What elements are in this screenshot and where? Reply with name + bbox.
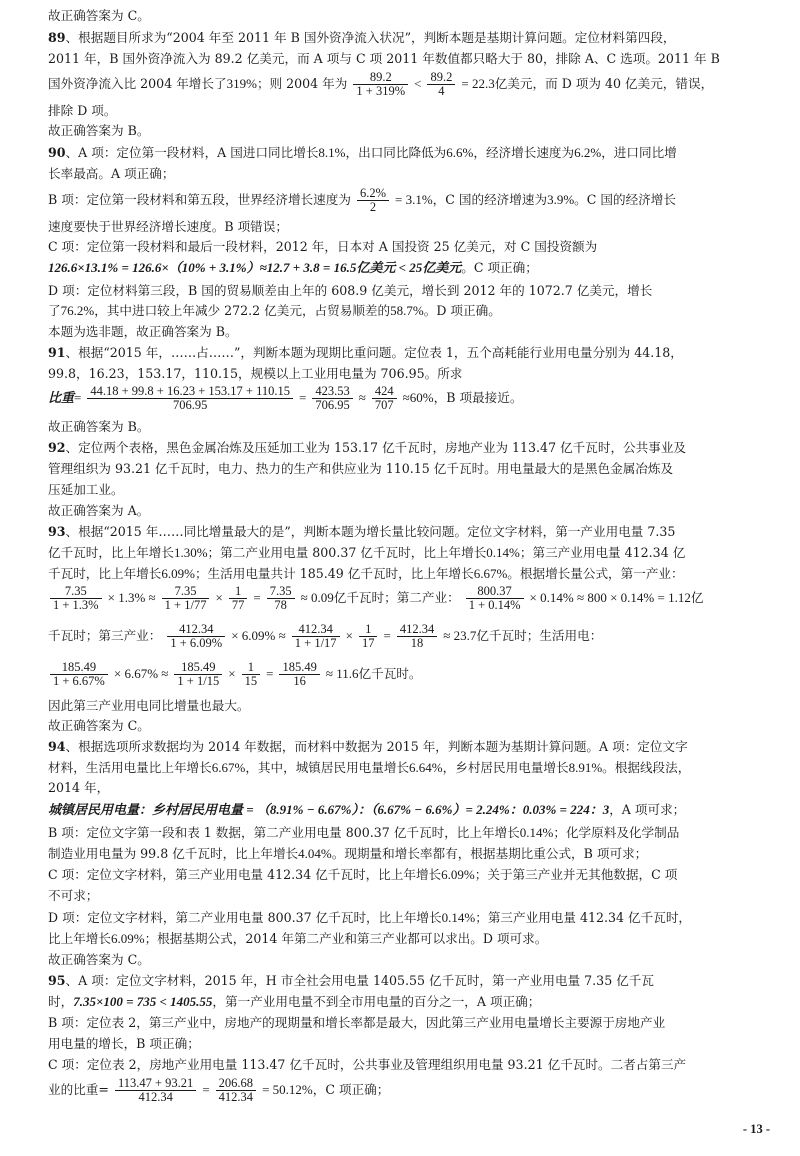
text-line: 2014 年，	[48, 780, 110, 795]
text-line: 千瓦时，比上年增长6.09%；生活用电量共计 185.49 亿千瓦时，比上年增长6.67%。根据增长量公式，第一产业：	[48, 566, 684, 581]
text-line: 2011 年，B 国外资净流入为 89.2 亿美元，而 A 项与 C 项 2011 年数值都只略大于 80，排除 A、C 选项。2011 年 B	[48, 51, 720, 66]
fraction: $\frac{185.49}{16}$	[279, 661, 319, 688]
text-line: 亿千瓦时，比上年增长1.30%；第二产业用电量 800.37 亿千瓦时，比上年增长0.14%；第三产业用电量 412.34 亿	[48, 545, 686, 560]
question-number: 90	[48, 145, 66, 160]
fraction: $\frac{7.35}{1 + 1/77}$	[162, 585, 210, 612]
fraction: $\frac{113.47 + 93.21}{412.34}$	[115, 1077, 196, 1104]
question-number: 94	[48, 739, 66, 754]
formula-line: 业的比重= $\frac{113.47 + 93.21}{412.34}$ = $\frac{206.68}{412.34}$ = 50.12%，C 项正确；	[48, 1076, 390, 1104]
fraction: $\frac{423.53}{706.95}$	[312, 385, 352, 412]
fraction: $\frac{412.34}{1 + 6.09\%}$	[167, 623, 225, 650]
text-line: D 项：定位材料第三段，B 国的贸易顺差由上年的 608.9 亿美元，增长到 2012 年的 1072.7 亿美元，增长	[48, 283, 653, 298]
question-95-line: 95、A 项：定位文字材料，2015 年，H 市全社会用电量 1405.55 亿千瓦时，第一产业用电量 7.35 亿千瓦	[48, 973, 654, 988]
formula-line: 比重= $\frac{44.18 + 99.8 + 16.23 + 153.17 + 110.15}{706.95}$ = $\frac{423.53}{706.95}$ ≈ $\frac{424}{707}$ ≈60%，B 项最接近。	[48, 384, 523, 412]
text-line: 管理组织为 93.21 亿千瓦时，电力、热力的生产和供应业为 110.15 亿千瓦时。用电量最大的是黑色金属冶炼及	[48, 461, 674, 476]
text-line: 排除 D 项。	[48, 103, 117, 118]
question-number: 95	[48, 973, 66, 988]
formula-line: 千瓦时；第三产业： $\frac{412.34}{1 + 6.09\%}$ × 6.09% ≈ $\frac{412.34}{1 + 1/17}$ × $\frac{1}{17}$ = $\frac{412.34}{18}$ ≈ 23.7亿千瓦时；生活用电：	[48, 622, 603, 650]
text-line: C 项：定位表 2，房地产业用电量 113.47 亿千瓦时，公共事业及管理组织用电量 93.21 亿千瓦时。二者占第三产	[48, 1057, 687, 1072]
formula-line: 时，7.35×100 = 735 < 1405.55，第一产业用电量不到全市用电量的百分之一，A 项正确；	[48, 994, 541, 1009]
question-number: 91	[48, 345, 66, 360]
formula-line: 126.6×13.1% = 126.6×（10% + 3.1%）≈12.7 + 3.8 = 16.5亿美元 < 25亿美元。C 项正确；	[48, 260, 538, 275]
fraction: $\frac{185.49}{1 + 6.67\%}$	[50, 661, 108, 688]
text-line: 本题为选非题，故正确答案为 B。	[48, 324, 238, 339]
text-line: 用电量的增长，B 项正确；	[48, 1036, 200, 1051]
text-line: 因此第三产业用电同比增量也最大。	[48, 698, 250, 713]
fraction: $\frac{6.2\%}{2}$	[357, 187, 389, 214]
question-93-line: 93、根据“2015 年……同比增量最大的是”，判断本题为增长量比较问题。定位文字材料，第一产业用电量 7.35	[48, 524, 676, 539]
formula-line: $\frac{185.49}{1 + 6.67\%}$ × 6.67% ≈ $\frac{185.49}{1 + 1/15}$ × $\frac{1}{15}$ = $\frac{185.49}{16}$ ≈ 11.6亿千瓦时。	[48, 656, 778, 692]
page-number: - 13 -	[742, 1122, 770, 1136]
text-line: 制造业用电量为 99.8 亿千瓦时，比上年增长4.04%。现期量和增长率都有，根据基期比重公式，B 项可求；	[48, 846, 648, 861]
text-line: 比上年增长6.09%；根据基期公式，2014 年第二产业和第三产业都可以求出。D 项可求。	[48, 931, 548, 946]
text-line: C 项：定位文字材料，第三产业用电量 412.34 亿千瓦时，比上年增长6.09%；关于第三产业并无其他数据，C 项	[48, 867, 678, 882]
fraction: $\frac{185.49}{1 + 1/15}$	[174, 661, 222, 688]
text-line: 压延加工业。	[48, 482, 124, 497]
fraction: $\frac{1}{17}$	[359, 623, 378, 650]
question-91-line: 91、根据“2015 年，……占……”，判断本题为现期比重问题。定位表 1，五个高耗能行业用电量分别为 44.18，	[48, 345, 683, 360]
fraction: $\frac{1}{15}$	[242, 661, 261, 688]
formula-line: B 项：定位第一段材料和第五段，世界经济增长速度为 $\frac{6.2\%}{2}$ = 3.1%，C 国的经济增速为3.9%。C 国的经济增长	[48, 186, 676, 214]
text-line: 故正确答案为 C。	[48, 952, 150, 967]
question-94-line: 94、根据选项所求数据均为 2014 年数据，而材料中数据为 2015 年，判断本题为基期计算问题。A 项：定位文字	[48, 739, 688, 754]
text-line: 故正确答案为 B。	[48, 419, 150, 434]
text-line: 故正确答案为 C。	[48, 8, 150, 23]
question-92-line: 92、定位两个表格，黑色金属冶炼及压延加工业为 153.17 亿千瓦时，房地产业为 113.47 亿千瓦时，公共事业及	[48, 440, 687, 455]
text-line: 不可求；	[48, 888, 99, 903]
question-89-line: 89、根据题目所求为“2004 年至 2011 年 B 国外资净流入状况”，判断本题是基期计算问题。定位材料第四段，	[48, 30, 676, 45]
text-line: 99.8，16.23，153.17，110.15，规模以上工业用电量为 706.95。所求	[48, 366, 463, 381]
text-line: C 项：定位第一段材料和最后一段材料，2012 年，日本对 A 国投资 25 亿美元，对 C 国投资额为	[48, 239, 598, 254]
fraction: $\frac{1}{77}$	[229, 585, 248, 612]
text-line: 了76.2%，其中进口较上年减少 272.2 亿美元，占贸易顺差的58.7%。D 项正确。	[48, 303, 501, 318]
question-90-line: 90、A 项：定位第一段材料，A 国进口同比增长8.1%，出口同比降低为6.6%，经济增长速度为6.2%，进口同比增	[48, 145, 677, 160]
question-number: 92	[48, 440, 66, 455]
question-number: 89	[48, 30, 66, 45]
fraction: $\frac{7.35}{1 + 1.3\%}$	[50, 585, 102, 612]
fraction: $\frac{206.68}{412.34}$	[216, 1077, 256, 1104]
text-line: 速度要快于世界经济增长速度。B 项错误；	[48, 219, 288, 234]
formula-line: $\frac{7.35}{1 + 1.3\%}$ × 1.3% ≈ $\frac{7.35}{1 + 1/77}$ × $\frac{1}{77}$ = $\frac{7.35}{78}$ ≈ 0.09亿千瓦时；第二产业： $\frac{800.37}{1 + 0.14\%}$ × 0.14% ≈ 800 × 0.14% = 1.12亿	[48, 580, 778, 616]
fraction: $\frac{412.34}{1 + 1/17}$	[292, 623, 340, 650]
text-line: 故正确答案为 B。	[48, 123, 150, 138]
text-line: 长率最高。A 项正确；	[48, 166, 175, 181]
question-number: 93	[48, 524, 66, 539]
text-line: B 项：定位表 2，第三产业中，房地产的现期量和增长率都是最大，因此第三产业用电量增长主要源于房地产业	[48, 1015, 666, 1030]
text-line: 材料，生活用电量比上年增长6.67%，其中，城镇居民用电量增长6.64%，乡村居民用电量增长8.91%。根据线段法，	[48, 760, 691, 775]
fraction: $\frac{89.2}{4}$	[427, 71, 455, 98]
fraction: $\frac{44.18 + 99.8 + 16.23 + 153.17 + 110.15}{706.95}$	[87, 385, 293, 412]
fraction: $\frac{424}{707}$	[372, 385, 397, 412]
text-line: D 项：定位文字材料，第二产业用电量 800.37 亿千瓦时，比上年增长0.14%；第三产业用电量 412.34 亿千瓦时，	[48, 910, 692, 925]
text-line: 故正确答案为 A。	[48, 503, 150, 518]
text-line: B 项：定位文字第一段和表 1 数据，第二产业用电量 800.37 亿千瓦时，比上年增长0.14%；化学原料及化学制品	[48, 825, 680, 840]
fraction: $\frac{412.34}{18}$	[397, 623, 437, 650]
fraction: $\frac{7.35}{78}$	[267, 585, 295, 612]
formula-line: 城镇居民用电量：乡村居民用电量 = （8.91% − 6.67%）：（6.67% − 6.6%）= 2.24%：0.03% = 224：3，A 项可求；	[48, 802, 686, 817]
text-line: 故正确答案为 C。	[48, 718, 150, 733]
fraction: $\frac{800.37}{1 + 0.14\%}$	[466, 585, 524, 612]
formula-line: 国外资净流入比 2004 年增长了319%；则 2004 年为 $\frac{89.2}{1 + 319\%}$ < $\frac{89.2}{4}$ = 22.3亿美元，而 D 项为 40 亿美元，错误，	[48, 70, 714, 98]
fraction: $\frac{89.2}{1 + 319\%}$	[353, 71, 408, 98]
